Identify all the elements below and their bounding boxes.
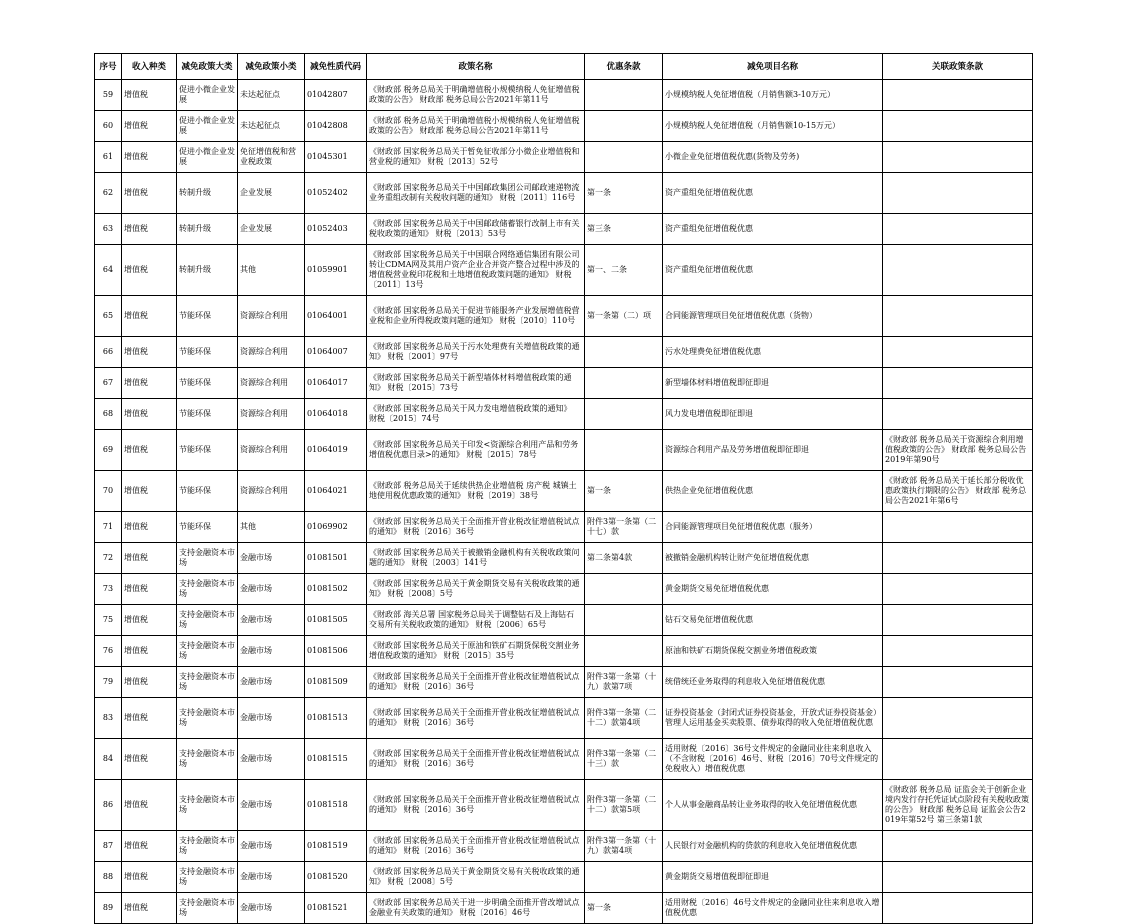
- cell-col-clause: [585, 111, 663, 142]
- cell-col-seq: 89: [95, 893, 122, 924]
- cell-col-clause: [585, 399, 663, 430]
- header-col-seq: 序号: [95, 54, 122, 80]
- cell-col-related-clause: 《财政部 税务总局 证监会关于创新企业境内发行存托凭证试点阶段有关税收政策的公告》 财政部 税务总局 证监会公告2019年第52号 第三条第1款: [883, 780, 1033, 831]
- table-row: [95, 780, 1033, 831]
- table-row: [95, 80, 1033, 111]
- cell-col-policy-category: 转制升级: [177, 214, 238, 245]
- header-col-item-name: 减免项目名称: [663, 54, 883, 80]
- cell-col-related-clause: [883, 893, 1033, 924]
- cell-col-exemption-code: 01081518: [305, 780, 367, 831]
- cell-col-policy-name: 《财政部 国家税务总局关于全面推开营业税改征增值税试点的通知》 财税〔2016〕36号: [367, 831, 585, 862]
- cell-col-policy-name: 《财政部 税务总局关于延续供热企业增值税 房产税 城镇土地使用税优惠政策的通知》 财税〔2019〕38号: [367, 471, 585, 512]
- cell-col-policy-subcategory: 资源综合利用: [238, 337, 305, 368]
- cell-col-policy-category: 支持金融资本市场: [177, 862, 238, 893]
- cell-col-policy-name: 《财政部 国家税务总局关于黄金期货交易有关税收政策的通知》 财税〔2008〕5号: [367, 862, 585, 893]
- cell-col-policy-category: 支持金融资本市场: [177, 574, 238, 605]
- cell-col-exemption-code: 01081515: [305, 739, 367, 780]
- cell-col-clause: [585, 142, 663, 173]
- cell-col-item-name: 个人从事金融商品转让业务取得的收入免征增值税优惠: [663, 780, 883, 831]
- cell-col-policy-category: 支持金融资本市场: [177, 605, 238, 636]
- cell-col-policy-category: 节能环保: [177, 296, 238, 337]
- cell-col-exemption-code: 01081513: [305, 698, 367, 739]
- cell-col-related-clause: 《财政部 税务总局关于资源综合利用增值税政策的公告》 财政部 税务总局公告2019年第90号: [883, 430, 1033, 471]
- cell-col-exemption-code: 01081509: [305, 667, 367, 698]
- cell-col-policy-subcategory: 金融市场: [238, 605, 305, 636]
- cell-col-clause: 第一条: [585, 893, 663, 924]
- cell-col-policy-subcategory: 企业发展: [238, 214, 305, 245]
- table-row: [95, 667, 1033, 698]
- cell-col-seq: 79: [95, 667, 122, 698]
- cell-col-item-name: 钻石交易免征增值税优惠: [663, 605, 883, 636]
- header-col-policy-subcategory: 减免政策小类: [238, 54, 305, 80]
- cell-col-policy-category: 支持金融资本市场: [177, 780, 238, 831]
- table-row: [95, 636, 1033, 667]
- cell-col-item-name: 资产重组免征增值税优惠: [663, 245, 883, 296]
- cell-col-policy-category: 支持金融资本市场: [177, 739, 238, 780]
- table-row: [95, 368, 1033, 399]
- cell-col-related-clause: [883, 296, 1033, 337]
- table-row: [95, 893, 1033, 924]
- table-row: [95, 296, 1033, 337]
- cell-col-income-type: 增值税: [122, 245, 177, 296]
- cell-col-seq: 86: [95, 780, 122, 831]
- cell-col-clause: 附件3第一条第（二十七）款: [585, 512, 663, 543]
- cell-col-policy-subcategory: 资源综合利用: [238, 471, 305, 512]
- cell-col-seq: 62: [95, 173, 122, 214]
- cell-col-exemption-code: 01059901: [305, 245, 367, 296]
- cell-col-policy-category: 支持金融资本市场: [177, 667, 238, 698]
- cell-col-policy-category: 转制升级: [177, 245, 238, 296]
- cell-col-policy-subcategory: 企业发展: [238, 173, 305, 214]
- table-row: [95, 605, 1033, 636]
- cell-col-seq: 73: [95, 574, 122, 605]
- cell-col-policy-name: 《财政部 国家税务总局关于风力发电增值税政策的通知》 财税〔2015〕74号: [367, 399, 585, 430]
- cell-col-seq: 68: [95, 399, 122, 430]
- cell-col-policy-subcategory: 免征增值税和营业税政策: [238, 142, 305, 173]
- cell-col-clause: [585, 337, 663, 368]
- cell-col-related-clause: [883, 142, 1033, 173]
- table-row: [95, 543, 1033, 574]
- cell-col-item-name: 资产重组免征增值税优惠: [663, 214, 883, 245]
- table-row: [95, 214, 1033, 245]
- cell-col-clause: 第一条: [585, 471, 663, 512]
- cell-col-item-name: 证券投资基金（封闭式证券投资基金，开放式证券投资基金）管理人运用基金买卖股票、债券取得的收入免征增值税优惠: [663, 698, 883, 739]
- cell-col-item-name: 污水处理费免征增值税优惠: [663, 337, 883, 368]
- cell-col-seq: 76: [95, 636, 122, 667]
- cell-col-related-clause: [883, 605, 1033, 636]
- cell-col-policy-subcategory: 资源综合利用: [238, 368, 305, 399]
- cell-col-exemption-code: 01081519: [305, 831, 367, 862]
- cell-col-policy-category: 促进小微企业发展: [177, 111, 238, 142]
- cell-col-policy-subcategory: 其他: [238, 245, 305, 296]
- table-row: [95, 430, 1033, 471]
- cell-col-related-clause: [883, 245, 1033, 296]
- tax-policy-table: [94, 53, 1033, 924]
- cell-col-income-type: 增值税: [122, 739, 177, 780]
- cell-col-income-type: 增值税: [122, 111, 177, 142]
- cell-col-item-name: 资源综合利用产品及劳务增值税即征即退: [663, 430, 883, 471]
- cell-col-seq: 71: [95, 512, 122, 543]
- header-col-exemption-code: 减免性质代码: [305, 54, 367, 80]
- cell-col-income-type: 增值税: [122, 430, 177, 471]
- cell-col-item-name: 风力发电增值税即征即退: [663, 399, 883, 430]
- header-col-income-type: 收入种类: [122, 54, 177, 80]
- cell-col-policy-subcategory: 未达起征点: [238, 111, 305, 142]
- cell-col-policy-subcategory: 金融市场: [238, 698, 305, 739]
- cell-col-policy-name: 《财政部 国家税务总局关于污水处理费有关增值税政策的通知》 财税〔2001〕97号: [367, 337, 585, 368]
- cell-col-policy-category: 节能环保: [177, 430, 238, 471]
- table-row: [95, 739, 1033, 780]
- cell-col-policy-category: 节能环保: [177, 337, 238, 368]
- table-row: [95, 862, 1033, 893]
- cell-col-policy-subcategory: 金融市场: [238, 893, 305, 924]
- cell-col-seq: 64: [95, 245, 122, 296]
- cell-col-seq: 59: [95, 80, 122, 111]
- cell-col-related-clause: [883, 337, 1033, 368]
- cell-col-policy-name: 《财政部 税务总局关于明确增值税小规模纳税人免征增值税政策的公告》 财政部 税务总局公告2021年第11号: [367, 80, 585, 111]
- cell-col-seq: 67: [95, 368, 122, 399]
- cell-col-seq: 65: [95, 296, 122, 337]
- cell-col-policy-subcategory: 金融市场: [238, 831, 305, 862]
- cell-col-clause: 第三条: [585, 214, 663, 245]
- cell-col-policy-category: 支持金融资本市场: [177, 636, 238, 667]
- cell-col-clause: 附件3第一条第（二十三）款: [585, 739, 663, 780]
- cell-col-income-type: 增值税: [122, 698, 177, 739]
- cell-col-clause: 附件3第一条第（二十二）款第5项: [585, 780, 663, 831]
- cell-col-clause: [585, 574, 663, 605]
- table-row: [95, 111, 1033, 142]
- cell-col-policy-subcategory: 资源综合利用: [238, 296, 305, 337]
- cell-col-exemption-code: 01042807: [305, 80, 367, 111]
- table-body: [95, 80, 1033, 924]
- cell-col-policy-subcategory: 金融市场: [238, 780, 305, 831]
- cell-col-item-name: 适用财税〔2016〕36号文件规定的金融同业往来利息收入（不含财税〔2016〕46号、财税〔2016〕70号文件规定的免税收入）增值税优惠: [663, 739, 883, 780]
- cell-col-clause: 第一条: [585, 173, 663, 214]
- cell-col-clause: [585, 80, 663, 111]
- cell-col-related-clause: [883, 512, 1033, 543]
- cell-col-income-type: 增值税: [122, 337, 177, 368]
- cell-col-policy-name: 《财政部 国家税务总局关于进一步明确全面推开营改增试点金融业有关政策的通知》 财税〔2016〕46号: [367, 893, 585, 924]
- cell-col-clause: 第二条第4款: [585, 543, 663, 574]
- cell-col-income-type: 增值税: [122, 893, 177, 924]
- cell-col-policy-subcategory: 金融市场: [238, 636, 305, 667]
- cell-col-seq: 83: [95, 698, 122, 739]
- cell-col-item-name: 资产重组免征增值税优惠: [663, 173, 883, 214]
- cell-col-policy-name: 《财政部 国家税务总局关于全面推开营业税改征增值税试点的通知》 财税〔2016〕36号: [367, 780, 585, 831]
- cell-col-clause: 附件3第一条第（二十二）款第4项: [585, 698, 663, 739]
- cell-col-seq: 87: [95, 831, 122, 862]
- cell-col-clause: [585, 636, 663, 667]
- cell-col-policy-subcategory: 金融市场: [238, 543, 305, 574]
- cell-col-policy-subcategory: 金融市场: [238, 574, 305, 605]
- cell-col-income-type: 增值税: [122, 142, 177, 173]
- cell-col-policy-category: 节能环保: [177, 368, 238, 399]
- cell-col-policy-subcategory: 金融市场: [238, 667, 305, 698]
- cell-col-related-clause: [883, 173, 1033, 214]
- cell-col-seq: 75: [95, 605, 122, 636]
- cell-col-policy-name: 《财政部 国家税务总局关于暂免征收部分小微企业增值税和营业税的通知》 财税〔2013〕52号: [367, 142, 585, 173]
- header-col-policy-category: 减免政策大类: [177, 54, 238, 80]
- table-row: [95, 245, 1033, 296]
- cell-col-income-type: 增值税: [122, 214, 177, 245]
- cell-col-related-clause: [883, 667, 1033, 698]
- cell-col-policy-name: 《财政部 国家税务总局关于中国联合网络通信集团有限公司转让CDMA网及其用户资产企业合并资产整合过程中涉及的增值税营业税印花税和土地增值税政策问题的通知》 财税〔2011〕13号: [367, 245, 585, 296]
- cell-col-clause: [585, 430, 663, 471]
- table-row: [95, 399, 1033, 430]
- cell-col-policy-name: 《财政部 国家税务总局关于全面推开营业税改征增值税试点的通知》 财税〔2016〕36号: [367, 512, 585, 543]
- cell-col-income-type: 增值税: [122, 831, 177, 862]
- cell-col-exemption-code: 01064019: [305, 430, 367, 471]
- table-row: [95, 471, 1033, 512]
- cell-col-related-clause: [883, 698, 1033, 739]
- cell-col-income-type: 增值税: [122, 605, 177, 636]
- cell-col-seq: 72: [95, 543, 122, 574]
- cell-col-related-clause: [883, 831, 1033, 862]
- cell-col-policy-name: 《财政部 税务总局关于明确增值税小规模纳税人免征增值税政策的公告》 财政部 税务总局公告2021年第11号: [367, 111, 585, 142]
- cell-col-exemption-code: 01052402: [305, 173, 367, 214]
- cell-col-seq: 63: [95, 214, 122, 245]
- cell-col-item-name: 统借统还业务取得的利息收入免征增值税优惠: [663, 667, 883, 698]
- cell-col-item-name: 合同能源管理项目免征增值税优惠（货物）: [663, 296, 883, 337]
- cell-col-policy-subcategory: 金融市场: [238, 739, 305, 780]
- table-row: [95, 512, 1033, 543]
- cell-col-exemption-code: 01081506: [305, 636, 367, 667]
- cell-col-related-clause: [883, 368, 1033, 399]
- cell-col-item-name: 黄金期货交易增值税即征即退: [663, 862, 883, 893]
- cell-col-exemption-code: 01081505: [305, 605, 367, 636]
- cell-col-clause: [585, 605, 663, 636]
- cell-col-item-name: 黄金期货交易免征增值税优惠: [663, 574, 883, 605]
- cell-col-income-type: 增值税: [122, 399, 177, 430]
- cell-col-exemption-code: 01042808: [305, 111, 367, 142]
- cell-col-related-clause: [883, 739, 1033, 780]
- cell-col-seq: 66: [95, 337, 122, 368]
- cell-col-policy-category: 促进小微企业发展: [177, 142, 238, 173]
- cell-col-clause: [585, 862, 663, 893]
- cell-col-item-name: 小规模纳税人免征增值税（月销售额10-15万元）: [663, 111, 883, 142]
- table-row: [95, 698, 1033, 739]
- cell-col-related-clause: [883, 636, 1033, 667]
- cell-col-income-type: 增值税: [122, 512, 177, 543]
- cell-col-exemption-code: 01045301: [305, 142, 367, 173]
- cell-col-related-clause: [883, 399, 1033, 430]
- cell-col-policy-category: 转制升级: [177, 173, 238, 214]
- cell-col-item-name: 供热企业免征增值税优惠: [663, 471, 883, 512]
- cell-col-income-type: 增值税: [122, 543, 177, 574]
- cell-col-clause: 附件3第一条第（十九）款第7项: [585, 667, 663, 698]
- cell-col-item-name: 原油和铁矿石期货保税交割业务增值税政策: [663, 636, 883, 667]
- cell-col-item-name: 合同能源管理项目免征增值税优惠（服务）: [663, 512, 883, 543]
- cell-col-policy-name: 《财政部 国家税务总局关于全面推开营业税改征增值税试点的通知》 财税〔2016〕36号: [367, 739, 585, 780]
- cell-col-policy-category: 支持金融资本市场: [177, 831, 238, 862]
- cell-col-related-clause: [883, 543, 1033, 574]
- cell-col-income-type: 增值税: [122, 780, 177, 831]
- cell-col-item-name: 小微企业免征增值税优惠(货物及劳务): [663, 142, 883, 173]
- header-col-policy-name: 政策名称: [367, 54, 585, 80]
- cell-col-exemption-code: 01069902: [305, 512, 367, 543]
- cell-col-exemption-code: 01081501: [305, 543, 367, 574]
- cell-col-income-type: 增值税: [122, 296, 177, 337]
- table-header-row: [95, 54, 1033, 80]
- cell-col-policy-name: 《财政部 国家税务总局关于印发<资源综合利用产品和劳务增值税优惠目录>的通知》 财税〔2015〕78号: [367, 430, 585, 471]
- cell-col-item-name: 被撤销金融机构转让财产免征增值税优惠: [663, 543, 883, 574]
- cell-col-seq: 88: [95, 862, 122, 893]
- cell-col-exemption-code: 01064001: [305, 296, 367, 337]
- cell-col-policy-category: 支持金融资本市场: [177, 893, 238, 924]
- cell-col-related-clause: [883, 111, 1033, 142]
- cell-col-clause: 第一、二条: [585, 245, 663, 296]
- cell-col-policy-category: 节能环保: [177, 471, 238, 512]
- cell-col-related-clause: [883, 574, 1033, 605]
- cell-col-exemption-code: 01052403: [305, 214, 367, 245]
- cell-col-item-name: 小规模纳税人免征增值税（月销售额3-10万元）: [663, 80, 883, 111]
- cell-col-exemption-code: 01081502: [305, 574, 367, 605]
- cell-col-income-type: 增值税: [122, 574, 177, 605]
- cell-col-seq: 61: [95, 142, 122, 173]
- table-row: [95, 173, 1033, 214]
- cell-col-exemption-code: 01064018: [305, 399, 367, 430]
- cell-col-income-type: 增值税: [122, 173, 177, 214]
- cell-col-policy-category: 节能环保: [177, 512, 238, 543]
- cell-col-policy-name: 《财政部 国家税务总局关于全面推开营业税改征增值税试点的通知》 财税〔2016〕36号: [367, 667, 585, 698]
- cell-col-related-clause: 《财政部 税务总局关于延长部分税收优惠政策执行期限的公告》 财政部 税务总局公告2021年第6号: [883, 471, 1033, 512]
- cell-col-income-type: 增值税: [122, 368, 177, 399]
- cell-col-policy-subcategory: 金融市场: [238, 862, 305, 893]
- cell-col-related-clause: [883, 80, 1033, 111]
- cell-col-seq: 60: [95, 111, 122, 142]
- header-col-related-clause: 关联政策条款: [883, 54, 1033, 80]
- cell-col-seq: 70: [95, 471, 122, 512]
- cell-col-related-clause: [883, 214, 1033, 245]
- cell-col-exemption-code: 01081520: [305, 862, 367, 893]
- cell-col-policy-category: 支持金融资本市场: [177, 543, 238, 574]
- cell-col-policy-subcategory: 其他: [238, 512, 305, 543]
- cell-col-exemption-code: 01064021: [305, 471, 367, 512]
- table-row: [95, 574, 1033, 605]
- cell-col-policy-subcategory: 资源综合利用: [238, 430, 305, 471]
- cell-col-policy-name: 《财政部 海关总署 国家税务总局关于调整钻石及上海钻石交易所有关税收政策的通知》 财税〔2006〕65号: [367, 605, 585, 636]
- cell-col-policy-subcategory: 未达起征点: [238, 80, 305, 111]
- cell-col-policy-subcategory: 资源综合利用: [238, 399, 305, 430]
- cell-col-policy-name: 《财政部 国家税务总局关于新型墙体材料增值税政策的通知》 财税〔2015〕73号: [367, 368, 585, 399]
- cell-col-policy-name: 《财政部 国家税务总局关于黄金期货交易有关税收政策的通知》 财税〔2008〕5号: [367, 574, 585, 605]
- cell-col-income-type: 增值税: [122, 80, 177, 111]
- cell-col-exemption-code: 01064007: [305, 337, 367, 368]
- cell-col-income-type: 增值税: [122, 667, 177, 698]
- cell-col-policy-category: 促进小微企业发展: [177, 80, 238, 111]
- cell-col-policy-name: 《财政部 国家税务总局关于原油和铁矿石期货保税交割业务增值税政策的通知》 财税〔2015〕35号: [367, 636, 585, 667]
- cell-col-item-name: 适用财税〔2016〕46号文件规定的金融同业往来利息收入增值税优惠: [663, 893, 883, 924]
- cell-col-policy-name: 《财政部 国家税务总局关于被撤销金融机构有关税收政策问题的通知》 财税〔2003〕141号: [367, 543, 585, 574]
- cell-col-item-name: 人民银行对金融机构的贷款的利息收入免征增值税优惠: [663, 831, 883, 862]
- cell-col-exemption-code: 01064017: [305, 368, 367, 399]
- cell-col-policy-name: 《财政部 国家税务总局关于中国邮政集团公司邮政速递物流业务重组改制有关税收问题的通知》 财税〔2011〕116号: [367, 173, 585, 214]
- table-row: [95, 142, 1033, 173]
- cell-col-clause: 第一条第（二）项: [585, 296, 663, 337]
- cell-col-seq: 84: [95, 739, 122, 780]
- cell-col-related-clause: [883, 862, 1033, 893]
- table-row: [95, 831, 1033, 862]
- cell-col-income-type: 增值税: [122, 636, 177, 667]
- cell-col-clause: [585, 368, 663, 399]
- cell-col-item-name: 新型墙体材料增值税即征即退: [663, 368, 883, 399]
- cell-col-exemption-code: 01081521: [305, 893, 367, 924]
- cell-col-policy-category: 支持金融资本市场: [177, 698, 238, 739]
- cell-col-policy-name: 《财政部 国家税务总局关于中国邮政储蓄银行改制上市有关税收政策的通知》 财税〔2013〕53号: [367, 214, 585, 245]
- cell-col-policy-name: 《财政部 国家税务总局关于全面推开营业税改征增值税试点的通知》 财税〔2016〕36号: [367, 698, 585, 739]
- cell-col-income-type: 增值税: [122, 471, 177, 512]
- header-col-clause: 优惠条款: [585, 54, 663, 80]
- cell-col-clause: 附件3第一条第（十九）款第4项: [585, 831, 663, 862]
- cell-col-policy-category: 节能环保: [177, 399, 238, 430]
- cell-col-seq: 69: [95, 430, 122, 471]
- cell-col-policy-name: 《财政部 国家税务总局关于促进节能服务产业发展增值税营业税和企业所得税政策问题的通知》 财税〔2010〕110号: [367, 296, 585, 337]
- table-row: [95, 337, 1033, 368]
- cell-col-income-type: 增值税: [122, 862, 177, 893]
